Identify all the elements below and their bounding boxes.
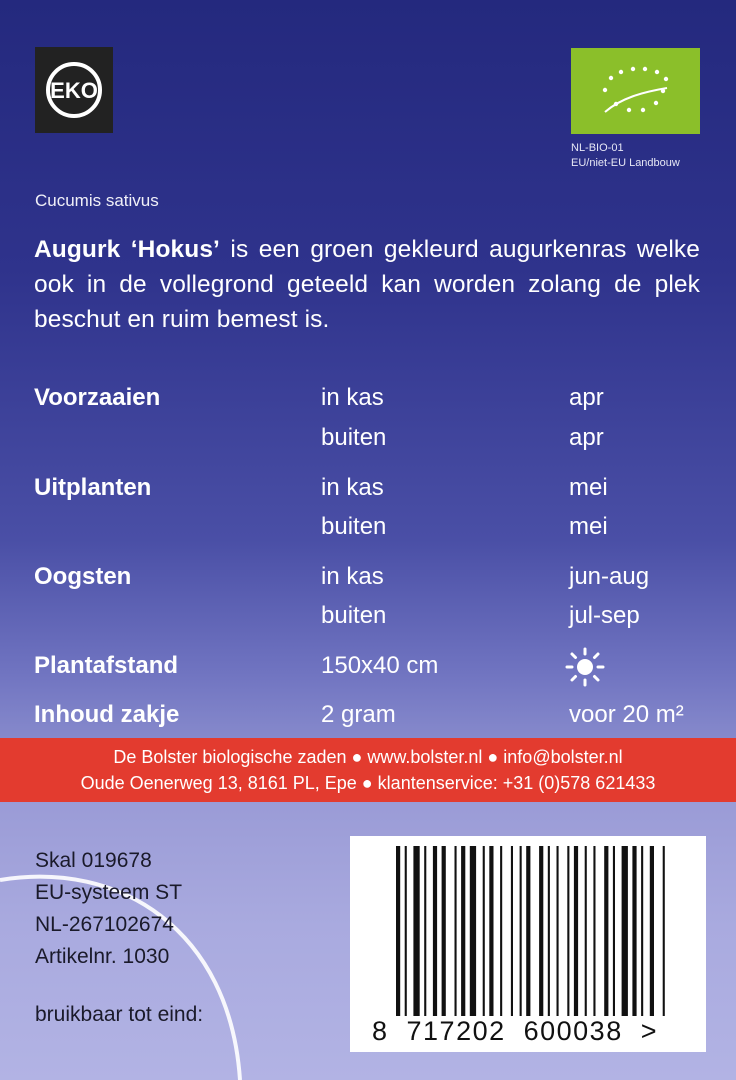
barcode-bar xyxy=(650,846,654,1016)
eko-quality-mark-icon xyxy=(35,47,113,133)
barcode-bar xyxy=(604,846,608,1016)
barcode-digits: 8 717202 600038 > xyxy=(372,1016,658,1046)
schedule-when: jun-aug xyxy=(569,563,650,590)
product-description xyxy=(34,232,700,337)
barcode-bar xyxy=(526,846,530,1016)
schedule-label: Plantafstand xyxy=(34,652,179,679)
schedule-row xyxy=(34,422,714,472)
barcode-bar xyxy=(557,846,559,1016)
barcode-bar xyxy=(663,846,665,1016)
eu-organic-logo xyxy=(571,48,700,134)
barcode-bar xyxy=(574,846,578,1016)
schedule-label: Uitplanten xyxy=(34,474,152,501)
eu-code-line1: NL-BIO-01 xyxy=(571,142,624,154)
eu-code xyxy=(571,141,680,171)
full-sun-icon xyxy=(565,647,605,687)
barcode-bar xyxy=(641,846,643,1016)
schedule-when: mei xyxy=(569,474,608,501)
schedule-when: apr xyxy=(569,424,604,451)
barcode-bar xyxy=(593,846,595,1016)
barcode-bar xyxy=(413,846,419,1016)
eu-system: EU-systeem ST xyxy=(35,881,183,904)
barcode-bar xyxy=(470,846,476,1016)
barcode-bar xyxy=(405,846,407,1016)
schedule-where: 150x40 cm xyxy=(321,652,439,679)
schedule-where: in kas xyxy=(321,474,384,501)
article-number: Artikelnr. 1030 xyxy=(35,945,170,968)
contact-line2: Oude Oenerweg 13, 8161 PL, Epe ● klantenservice: +31 (0)578 621433 xyxy=(80,773,656,793)
contact-bar xyxy=(0,738,736,802)
barcode-bar xyxy=(433,846,437,1016)
schedule-when: jul-sep xyxy=(569,602,640,629)
barcode-bar xyxy=(424,846,426,1016)
barcode-bar xyxy=(455,846,457,1016)
schedule-row xyxy=(34,511,714,561)
best-before-label: bruikbaar tot eind: xyxy=(35,1003,204,1026)
schedule-row xyxy=(34,650,714,699)
schedule-row xyxy=(34,472,714,511)
barcode-bar xyxy=(520,846,522,1016)
barcode-bar xyxy=(632,846,636,1016)
certification-info xyxy=(35,845,182,973)
svg-text:EKO: EKO xyxy=(50,78,98,103)
barcode xyxy=(350,836,706,1052)
schedule-where: in kas xyxy=(321,384,384,411)
schedule-row xyxy=(34,600,714,650)
schedule-row xyxy=(34,382,714,422)
eko-logo xyxy=(35,47,113,133)
schedule-label: Oogsten xyxy=(34,563,132,590)
barcode-bar xyxy=(511,846,513,1016)
barcode-bar xyxy=(585,846,587,1016)
schedule-label: Inhoud zakje xyxy=(34,701,180,728)
schedule-row xyxy=(34,561,714,600)
barcode-bar xyxy=(548,846,550,1016)
barcode-bar xyxy=(442,846,446,1016)
schedule-where: buiten xyxy=(321,513,387,540)
barcode-bar xyxy=(500,846,502,1016)
barcode-bar xyxy=(483,846,485,1016)
skal-number: Skal 019678 xyxy=(35,849,152,872)
schedule-when: apr xyxy=(569,384,604,411)
barcode-bar xyxy=(567,846,569,1016)
contact-line1: De Bolster biologische zaden ● www.bolster.nl ● info@bolster.nl xyxy=(113,747,623,767)
product-name: Augurk ‘Hokus’ xyxy=(34,236,220,263)
schedule-when: voor 20 m² xyxy=(569,701,684,728)
barcode-bar xyxy=(622,846,628,1016)
schedule-where: 2 gram xyxy=(321,701,396,728)
barcode-bar xyxy=(461,846,465,1016)
nl-code: NL-267102674 xyxy=(35,913,174,936)
sowing-schedule xyxy=(34,382,714,739)
barcode-bar xyxy=(396,846,400,1016)
schedule-where: in kas xyxy=(321,563,384,590)
description-text: is een groen gekleurd augurkenras welke ook in de vollegrond geteeld kan worden zolang de plek beschut en ruim bemest is. xyxy=(34,236,700,333)
barcode-bar xyxy=(539,846,543,1016)
barcode-bar xyxy=(613,846,615,1016)
schedule-where: buiten xyxy=(321,424,387,451)
eu-code-line2: EU/niet-EU Landbouw xyxy=(571,157,680,169)
schedule-row xyxy=(34,699,714,739)
schedule-label: Voorzaaien xyxy=(34,384,161,411)
schedule-where: buiten xyxy=(321,602,387,629)
schedule-when: mei xyxy=(569,513,608,540)
eu-organic-leaf-icon xyxy=(571,48,700,134)
barcode-bar xyxy=(489,846,493,1016)
species-name: Cucumis sativus xyxy=(35,191,159,210)
